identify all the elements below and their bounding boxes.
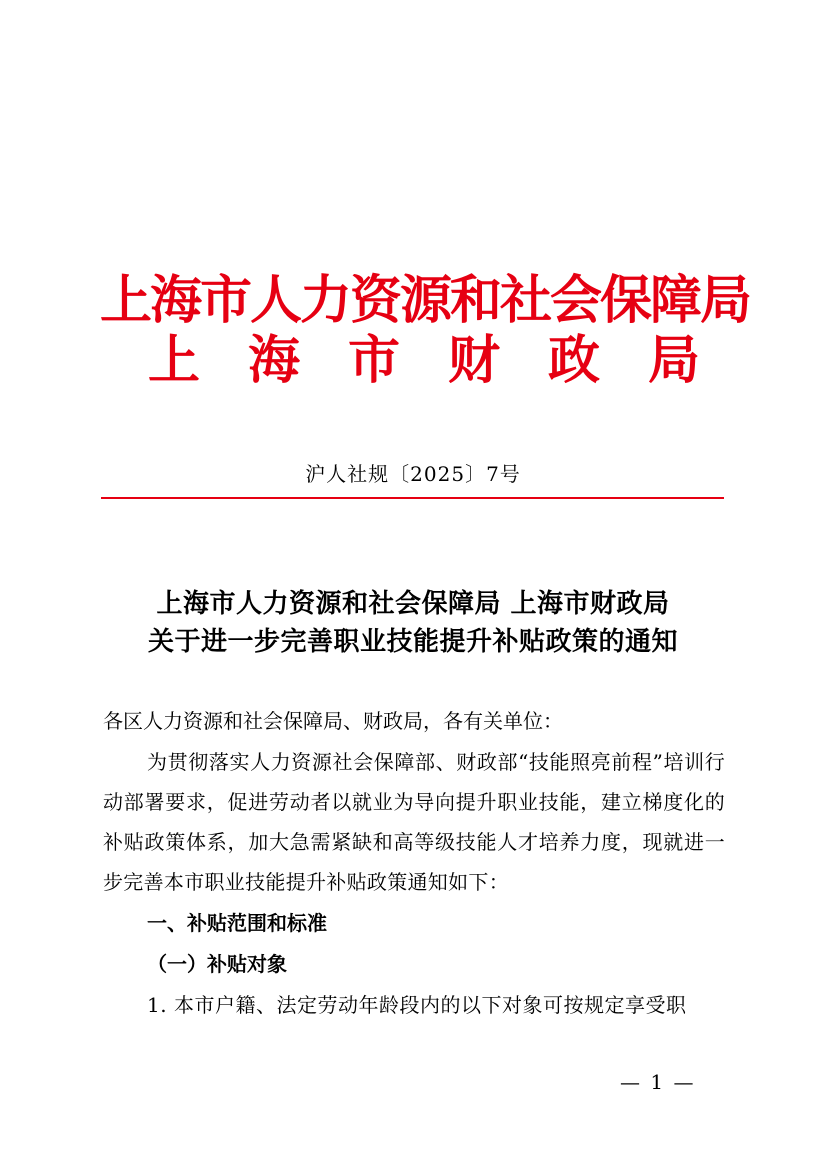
subsection-heading: （一）补贴对象 xyxy=(147,952,287,976)
document-number: 沪人社规〔2025〕7号 xyxy=(305,462,521,486)
list-item: 1. 本市户籍、法定劳动年龄段内的以下对象可按规定享受职 xyxy=(147,993,687,1017)
document-title-line-1: 上海市人力资源和社会保障局 上海市财政局 xyxy=(156,589,670,619)
issuer-heading-line-1: 上海市人力资源和社会保障局 xyxy=(100,270,751,331)
section-heading: 一、补贴范围和标准 xyxy=(147,911,327,935)
document-title-line-2: 关于进一步完善职业技能提升补贴政策的通知 xyxy=(147,627,678,657)
red-divider-line xyxy=(101,497,724,499)
intro-paragraph: 为贯彻落实人力资源社会保障部、财政部“技能照亮前程”培训行动部署要求，促进劳动者以就业为导向提升职业技能，建立梯度化的补贴政策体系，加大急需紧缺和高等级技能人才培养力度，现就进一步完善本市职业技能提升补贴政策通知如下： xyxy=(103,750,725,894)
issuer-heading-line-2: 上海市财政局 xyxy=(148,330,749,391)
page-number: — 1 — xyxy=(620,1070,696,1094)
addressee: 各区人力资源和社会保障局、财政局，各有关单位： xyxy=(103,709,563,733)
